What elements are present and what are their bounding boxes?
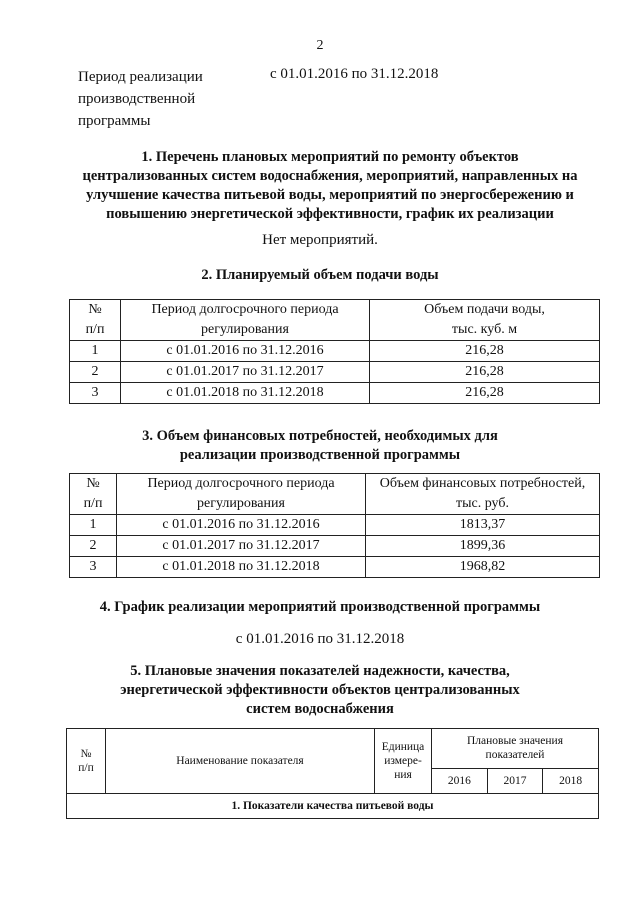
water-supply-table: [69, 299, 600, 404]
header-planned-line: Плановые значения: [466, 735, 563, 748]
section5-title-line: энергетической эффективности объектов централизованных: [120, 682, 520, 698]
section2-title: 2. Планируемый объем подачи воды: [201, 267, 439, 283]
header-num-line: №: [88, 302, 102, 317]
header-period-line: регулирования: [197, 496, 285, 511]
indicators-table: [66, 728, 599, 819]
header-value-line: тыс. руб.: [456, 496, 509, 511]
header-year-2016: 2016: [432, 768, 488, 793]
header-name: Наименование показателя: [106, 729, 375, 794]
header-num: [70, 474, 117, 515]
cell-period: с 01.01.2017 по 31.12.2017: [117, 536, 366, 557]
section1-title-line: централизованных систем водоснабжения, мероприятий, направленных на: [82, 168, 578, 184]
header-num-line: п/п: [83, 496, 103, 511]
cell-num: 3: [70, 557, 117, 578]
table-group-row: [67, 794, 599, 819]
header-num-line: п/п: [78, 762, 94, 774]
header-year-2018: 2018: [543, 768, 599, 793]
section1-title-line: 1. Перечень плановых мероприятий по ремонту объектов: [141, 149, 519, 165]
cell-num: 3: [70, 383, 121, 404]
table-header-row: [70, 300, 600, 341]
section1-note: Нет мероприятий.: [262, 232, 378, 248]
period-label-line: производственной: [78, 91, 196, 107]
table-row: [70, 383, 600, 404]
header-num: [70, 300, 121, 341]
table-row: [70, 341, 600, 362]
section3-title-line: реализации производственной программы: [179, 447, 461, 463]
cell-value: 216,28: [370, 383, 600, 404]
cell-num: 2: [70, 362, 121, 383]
financial-needs-table: [69, 473, 600, 578]
cell-period: с 01.01.2018 по 31.12.2018: [121, 383, 370, 404]
header-value-line: тыс. куб. м: [451, 322, 518, 337]
table-header-row: [67, 729, 599, 769]
table-row: [70, 362, 600, 383]
cell-num: 1: [70, 515, 117, 536]
section1-title-line: повышению энергетической эффективности, график их реализации: [106, 206, 554, 222]
header-planned-line: показателей: [485, 749, 545, 762]
period-label-line: программы: [78, 113, 151, 129]
cell-period: с 01.01.2017 по 31.12.2017: [121, 362, 370, 383]
cell-num: 2: [70, 536, 117, 557]
header-period: [117, 474, 366, 515]
header-num-line: №: [86, 476, 100, 491]
header-unit-line: Единица: [381, 741, 425, 753]
table-row: [70, 536, 600, 557]
cell-period: с 01.01.2016 по 31.12.2016: [117, 515, 366, 536]
header-num-line: п/п: [85, 322, 105, 337]
header-year-2017: 2017: [487, 768, 543, 793]
cell-value: 216,28: [370, 341, 600, 362]
section5-title-line: 5. Плановые значения показателей надежности, качества,: [130, 663, 510, 679]
cell-value: 216,28: [370, 362, 600, 383]
period-label: [78, 66, 238, 132]
cell-num: 1: [70, 341, 121, 362]
section5-title-line: систем водоснабжения: [246, 701, 394, 717]
period-value: с 01.01.2016 по 31.12.2018: [270, 66, 439, 82]
table-row: [70, 515, 600, 536]
header-value-line: Объем финансовых потребностей,: [379, 476, 586, 491]
cell-value: 1813,37: [366, 515, 600, 536]
header-value: [366, 474, 600, 515]
header-num-line: №: [80, 748, 92, 760]
header-period-line: Период долгосрочного периода: [147, 476, 335, 491]
cell-value: 1899,36: [366, 536, 600, 557]
header-unit-line: измере-: [384, 755, 422, 767]
cell-period: с 01.01.2016 по 31.12.2016: [121, 341, 370, 362]
section4-title: 4. График реализации мероприятий производственной программы: [99, 599, 541, 615]
section4-period: с 01.01.2016 по 31.12.2018: [235, 631, 405, 647]
header-unit-line: ния: [394, 769, 412, 781]
section1-title-line: улучшение качества питьевой воды, мероприятий по энергосбережению и: [86, 187, 574, 203]
table-header-row: [70, 474, 600, 515]
table-row: [70, 557, 600, 578]
header-planned: [432, 729, 599, 769]
group-quality-row: 1. Показатели качества питьевой воды: [67, 794, 599, 819]
page-number: 2: [316, 38, 324, 53]
header-value-line: Объем подачи воды,: [424, 302, 545, 317]
header-num: [67, 729, 106, 794]
section3-title: [0, 427, 640, 465]
period-label-line: Период реализации: [78, 69, 203, 85]
section3-title-line: 3. Объем финансовых потребностей, необходимых для: [142, 428, 498, 444]
header-value: [370, 300, 600, 341]
section5-title: [0, 662, 640, 719]
cell-value: 1968,82: [366, 557, 600, 578]
header-unit: [375, 729, 432, 794]
section1-title: [60, 148, 600, 224]
header-period-line: регулирования: [201, 322, 289, 337]
header-period: [121, 300, 370, 341]
cell-period: с 01.01.2018 по 31.12.2018: [117, 557, 366, 578]
header-period-line: Период долгосрочного периода: [151, 302, 339, 317]
